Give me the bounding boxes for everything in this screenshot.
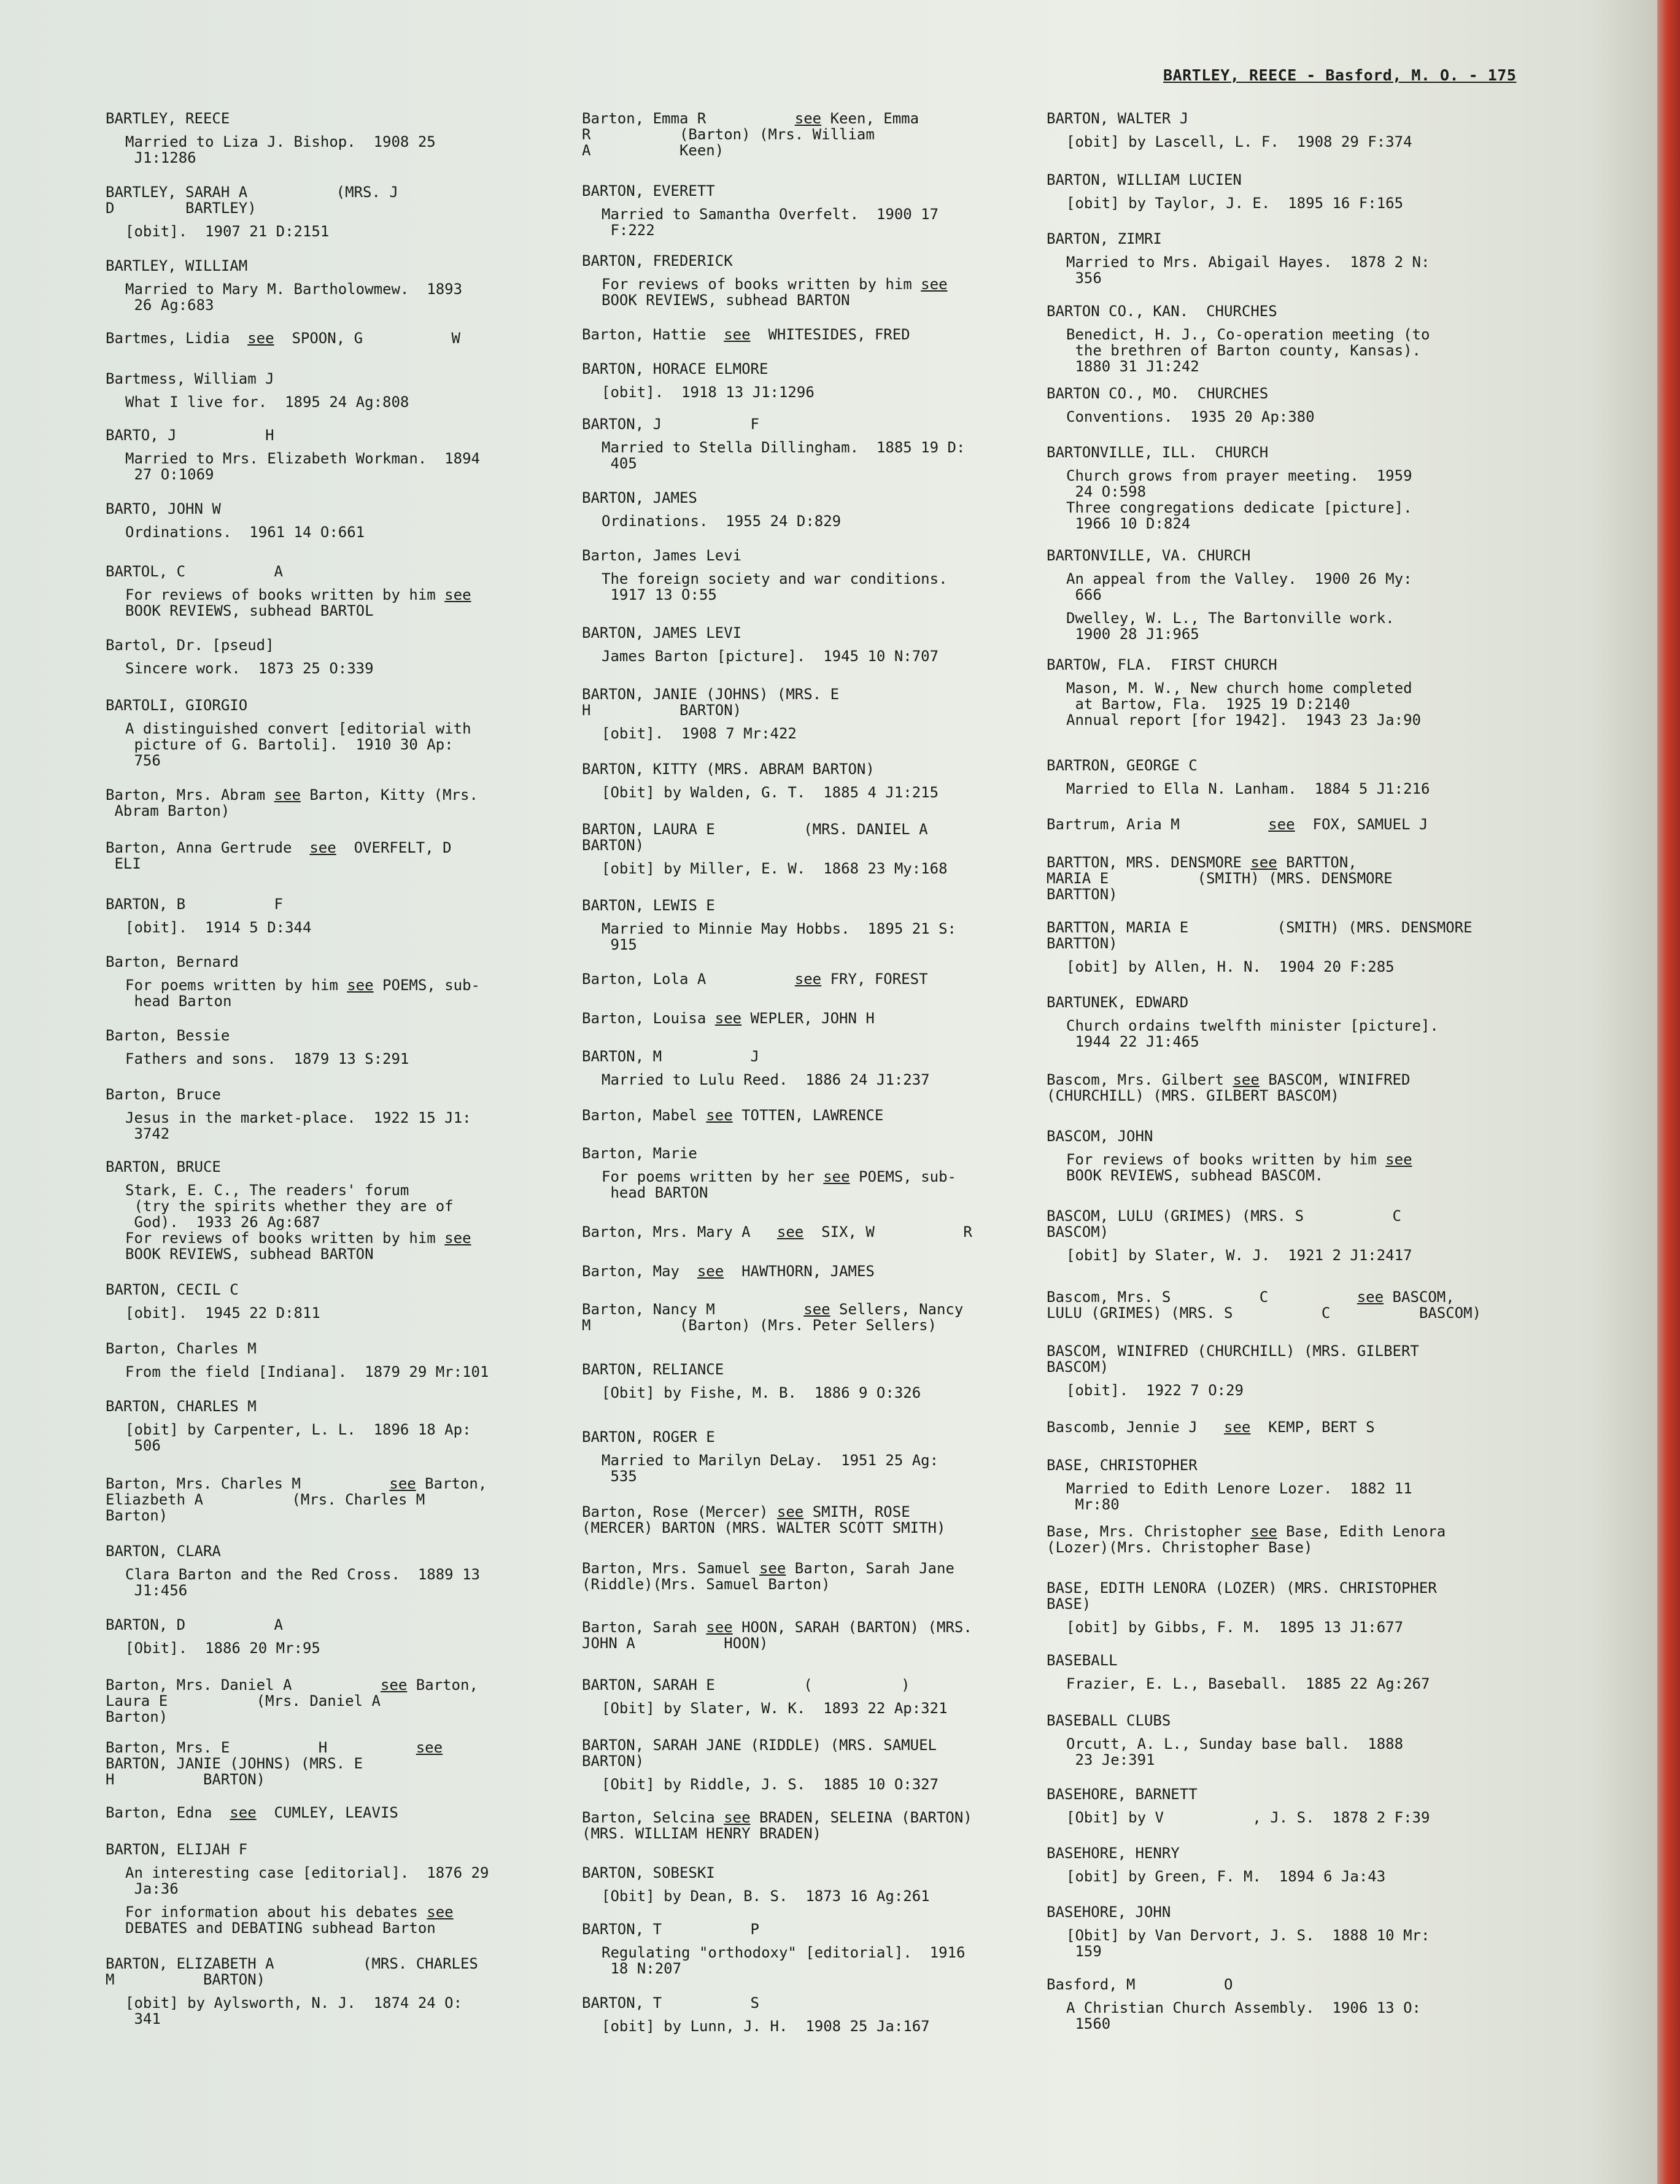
entry-heading: BASE, CHRISTOPHER: [1047, 1457, 1198, 1474]
index-entry: [106, 1159, 471, 1262]
entry-heading: Barton, Marie: [582, 1145, 697, 1162]
entry-heading: BARTON, ELIZABETH A (MRS. CHARLES M BARTON): [106, 1955, 478, 1988]
entry-citation: Married to Minnie May Hobbs. 1895 21 S: 915: [602, 920, 956, 953]
see-reference: see: [823, 1168, 850, 1185]
entry-heading: BARTONVILLE, ILL. CHURCH: [1047, 444, 1269, 461]
entry-heading: BARTON, JAMES LEVI: [582, 624, 742, 641]
entry-citation: [obit]. 1908 7 Mr:422: [602, 725, 797, 742]
entry-heading: BARTLEY, REECE: [106, 110, 230, 127]
entry-heading: BASCOM, JOHN: [1047, 1128, 1153, 1145]
index-entry: [106, 1841, 489, 1936]
index-entry: [106, 637, 374, 676]
entry-citation: Ordinations. 1961 14 O:661: [125, 524, 365, 541]
entry-heading: BASE, EDITH LENORA (LOZER) (MRS. CHRISTOPHER BASE): [1047, 1579, 1437, 1613]
entry-heading: Bartmess, William J: [106, 370, 274, 387]
index-entry: [106, 371, 409, 410]
index-entry: [106, 258, 462, 313]
entry-heading: Barton, Charles M: [106, 1340, 257, 1357]
index-entry: [1047, 920, 1473, 975]
entry-citation: Married to Marilyn DeLay. 1951 25 Ag: 535: [602, 1452, 939, 1485]
entry-citation: What I live for. 1895 24 Ag:808: [125, 393, 409, 411]
index-entry: [106, 1476, 487, 1524]
index-entry: [582, 761, 939, 800]
entry-heading: BARTON, B F: [106, 896, 283, 913]
index-entry: [1047, 1977, 1421, 2032]
index-entry: [582, 1224, 972, 1240]
see-reference: see: [309, 839, 336, 856]
see-reference: see: [1250, 854, 1277, 871]
index-entry: [582, 1301, 963, 1333]
see-reference: see: [1357, 1288, 1384, 1306]
index-entry: [582, 897, 956, 953]
entry-heading: BARTON, RELIANCE: [582, 1361, 724, 1378]
entry-heading: BARTON, J F: [582, 416, 759, 433]
index-entry: [1047, 757, 1430, 797]
entry-heading: BARTON, CLARA: [106, 1543, 221, 1560]
entry-heading: BARTRON, GEORGE C: [1047, 757, 1198, 774]
index-entry: [1047, 1289, 1481, 1321]
entry-heading: Barton, May see HAWTHORN, JAMES: [582, 1263, 875, 1280]
entry-citation: For poems written by him see POEMS, sub- head Barton: [125, 977, 480, 1010]
entry-citation: Stark, E. C., The readers' forum (try the spirits whether they are of God). 1933 26 Ag:687 For reviews of books written by him see BOOK REVIEWS, subhead BARTON: [125, 1182, 471, 1263]
entry-heading: Bartol, Dr. [pseud]: [106, 637, 274, 654]
entry-heading: BARTO, JOHN W: [106, 500, 221, 517]
index-entry: [106, 501, 365, 540]
index-entry: [582, 1737, 939, 1792]
entry-heading: BARTON, SARAH JANE (RIDDLE) (MRS. SAMUEL BARTON): [582, 1737, 937, 1770]
entry-citation: [obit]. 1922 7 O:29: [1066, 1382, 1244, 1399]
entry-citation: Fathers and sons. 1879 13 S:291: [125, 1050, 409, 1067]
entry-heading: BARTON, EVERETT: [582, 182, 715, 199]
see-reference: see: [247, 330, 274, 347]
see-reference: see: [803, 1301, 830, 1318]
entry-heading: Bascom, Mrs. Gilbert see BASCOM, WINIFRED (CHURCHILL) (MRS. GILBERT BASCOM): [1047, 1071, 1411, 1104]
entry-citation: [Obit] by V , J. S. 1878 2 F:39: [1066, 1809, 1430, 1826]
entry-heading: BARTON, SOBESKI: [582, 1864, 715, 1881]
index-entry: [582, 1504, 945, 1536]
entry-citation: Benedict, H. J., Co-operation meeting (to the brethren of Barton county, Kansas). 1880 31 J1:242: [1066, 326, 1430, 375]
entry-citation: [obit] by Slater, W. J. 1921 2 J1:2417: [1066, 1247, 1412, 1264]
entry-citation: [obit] by Lunn, J. H. 1908 25 Ja:167: [602, 2018, 930, 2035]
entry-heading: Barton, Mrs. Abram see Barton, Kitty (Mrs. Abram Barton): [106, 786, 478, 819]
entry-citation: Orcutt, A. L., Sunday base ball. 1888 23 Je:391: [1066, 1735, 1404, 1768]
entry-citation: [Obit] by Van Dervort, J. S. 1888 10 Mr: 159: [1066, 1927, 1430, 1960]
entry-heading: Barton, Nancy M see Sellers, Nancy M (Barton) (Mrs. Peter Sellers): [582, 1301, 964, 1334]
index-entry: [582, 821, 948, 877]
index-entry: [1047, 1652, 1430, 1692]
index-entry: [106, 954, 480, 1009]
entry-heading: Barton, Bessie: [106, 1027, 230, 1044]
index-entry: [106, 697, 471, 769]
see-reference: see: [444, 586, 471, 603]
index-entry: [582, 327, 910, 343]
entry-heading: BARTON, ZIMRI: [1047, 230, 1162, 247]
index-entry: [1047, 110, 1412, 150]
index-entry: [582, 625, 939, 664]
see-reference: see: [794, 970, 822, 988]
index-entry: [1047, 1904, 1430, 1959]
entry-citation: [obit]. 1907 21 D:2151: [125, 223, 330, 240]
entry-citation: [Obit]. 1886 20 Mr:95: [125, 1640, 320, 1657]
index-entry: [106, 330, 460, 346]
entry-heading: BARTON, HORACE ELMORE: [582, 360, 768, 378]
index-entry: [106, 1677, 478, 1725]
entry-heading: Barton, Mrs. Samuel see Barton, Sarah Jane (Riddle)(Mrs. Samuel Barton): [582, 1560, 954, 1593]
entry-heading: Barton, Hattie see WHITESIDES, FRED: [582, 326, 910, 343]
entry-heading: Barton, Mabel see TOTTEN, LAWRENCE: [582, 1107, 884, 1124]
entry-citation: Married to Mrs. Abigail Hayes. 1878 2 N: 356: [1066, 254, 1430, 287]
see-reference: see: [427, 1903, 454, 1921]
entry-citation: From the field [Indiana]. 1879 29 Mr:101: [125, 1363, 489, 1380]
index-entry: [106, 1028, 409, 1067]
entry-heading: Barton, Bernard: [106, 953, 239, 970]
see-reference: see: [347, 977, 374, 994]
entry-citation: Married to Ella N. Lanham. 1884 5 J1:216: [1066, 780, 1430, 797]
entry-citation: A Christian Church Assembly. 1906 13 O: 1560: [1066, 1999, 1421, 2032]
index-entry: [1047, 1580, 1437, 1635]
entry-citation: Married to Samantha Overfelt. 1900 17 F:222: [602, 206, 939, 239]
entry-heading: BARTON, WALTER J: [1047, 110, 1189, 127]
index-entry: [582, 490, 841, 529]
entry-heading: Bascom, Mrs. S C see BASCOM, LULU (GRIMES) (MRS. S C BASCOM): [1047, 1288, 1482, 1322]
see-reference: see: [794, 110, 822, 127]
see-reference: see: [724, 326, 751, 343]
index-entry: [1047, 1524, 1446, 1555]
see-reference: see: [724, 1809, 751, 1826]
entry-citation: Conventions. 1935 20 Ap:380: [1066, 408, 1315, 425]
entry-citation: Sincere work. 1873 25 O:339: [125, 660, 374, 677]
index-entry: [106, 1805, 398, 1821]
index-entry: [582, 1107, 883, 1123]
entry-citation: For poems written by her see POEMS, sub- head BARTON: [602, 1168, 956, 1201]
see-reference: see: [1233, 1071, 1260, 1088]
entry-citation: Mason, M. W., New church home completed at Bartow, Fla. 1925 19 D:2140 Annual report [for 1942]. 1943 23 Ja:90: [1066, 680, 1421, 729]
index-entry: [582, 1145, 956, 1201]
index-entry: [106, 896, 311, 935]
entry-heading: Barton, Mrs. Daniel A see Barton, Laura E (Mrs. Daniel A Barton): [106, 1676, 478, 1725]
index-entry: [106, 184, 398, 239]
entry-heading: Barton, Rose (Mercer) see SMITH, ROSE (MERCER) BARTON (MRS. WALTER SCOTT SMITH): [582, 1503, 946, 1536]
index-entry: [582, 1921, 965, 1977]
entry-citation: Jesus in the market-place. 1922 15 J1: 3742: [125, 1109, 471, 1142]
entry-heading: BARTO, J H: [106, 427, 274, 444]
entry-heading: BARTON, T P: [582, 1921, 759, 1938]
see-reference: see: [706, 1619, 733, 1636]
entry-heading: Bascomb, Jennie J see KEMP, BERT S: [1047, 1419, 1375, 1436]
entry-heading: Barton, Mrs. Mary A see SIX, W R: [582, 1223, 972, 1241]
index-entry: [582, 1010, 875, 1026]
index-entry: [582, 1995, 930, 2034]
entry-heading: BARTTON, MRS. DENSMORE see BARTTON, MARIA E (SMITH) (MRS. DENSMORE BARTTON): [1047, 854, 1393, 903]
entry-heading: Barton, Lola A see FRY, FOREST: [582, 970, 928, 988]
entry-citation: [Obit] by Riddle, J. S. 1885 10 O:327: [602, 1776, 939, 1793]
entry-citation: [obit] by Green, F. M. 1894 6 Ja:43: [1066, 1868, 1386, 1885]
entry-citation: [obit] by Miller, E. W. 1868 23 My:168: [602, 860, 948, 877]
entry-heading: Bartmes, Lidia see SPOON, G W: [106, 330, 460, 347]
entry-citation: A distinguished convert [editorial with picture of G. Bartoli]. 1910 30 Ap: 756: [125, 720, 471, 769]
entry-heading: BARTON, SARAH E ( ): [582, 1676, 910, 1694]
see-reference: see: [776, 1503, 804, 1520]
entry-heading: Basford, M O: [1047, 1976, 1233, 1993]
index-entry: [582, 1429, 939, 1484]
index-entry: [106, 1617, 320, 1656]
index-entry: [582, 1361, 921, 1401]
entry-heading: BASCOM, LULU (GRIMES) (MRS. S C BASCOM): [1047, 1207, 1401, 1241]
index-entry: [1047, 548, 1412, 642]
entry-heading: BASEBALL: [1047, 1652, 1118, 1669]
entry-heading: Barton, Selcina see BRADEN, SELEINA (BARTON) (MRS. WILLIAM HENRY BRADEN): [582, 1809, 972, 1842]
index-entry: [1047, 231, 1430, 286]
entry-heading: Base, Mrs. Christopher see Base, Edith Lenora (Lozer)(Mrs. Christopher Base): [1047, 1523, 1446, 1556]
entry-citation: [obit]. 1918 13 J1:1296: [602, 384, 815, 401]
entry-citation: [obit] by Gibbs, F. M. 1895 13 J1:677: [1066, 1619, 1404, 1636]
entry-heading: BARTON, KITTY (MRS. ABRAM BARTON): [582, 761, 875, 778]
index-entry: [1047, 1457, 1412, 1512]
entry-heading: BASEHORE, HENRY: [1047, 1845, 1180, 1862]
entry-citation: Married to Liza J. Bishop. 1908 25 J1:1286: [125, 133, 436, 166]
entry-heading: BARTON, M J: [582, 1048, 759, 1065]
entry-heading: BASEBALL CLUBS: [1047, 1712, 1171, 1729]
see-reference: see: [230, 1804, 257, 1821]
entry-heading: Bartrum, Aria M see FOX, SAMUEL J: [1047, 816, 1428, 833]
index-entry: [1047, 1343, 1419, 1398]
see-reference: see: [706, 1107, 733, 1124]
see-reference: see: [416, 1739, 443, 1756]
entry-citation: Married to Stella Dillingham. 1885 19 D: 405: [602, 439, 966, 472]
index-entry: [106, 1956, 478, 2027]
index-entry: [1047, 1072, 1410, 1104]
entry-heading: BARTON, ROGER E: [582, 1428, 715, 1446]
index-entry: [582, 1048, 930, 1088]
index-entry: [106, 1398, 471, 1454]
entry-heading: Barton, Louisa see WEPLER, JOHN H: [582, 1010, 875, 1027]
index-entry: [582, 110, 919, 158]
entry-heading: Barton, Edna see CUMLEY, LEAVIS: [106, 1804, 398, 1821]
entry-citation: For reviews of books written by him see BOOK REVIEWS, subhead BARTON: [602, 276, 948, 309]
index-entry: [582, 1263, 875, 1279]
entry-citation: [obit]. 1914 5 D:344: [125, 919, 312, 936]
index-entry: [1047, 303, 1430, 374]
see-reference: see: [697, 1263, 724, 1280]
index-entry: [1047, 854, 1393, 902]
index-entry: [582, 971, 928, 987]
entry-citation: Frazier, E. L., Baseball. 1885 22 Ag:267: [1066, 1675, 1430, 1692]
index-entry: [106, 1740, 443, 1787]
entry-citation: The foreign society and war conditions. 1917 13 O:55: [602, 570, 948, 603]
entry-citation: [obit] by Aylsworth, N. J. 1874 24 O: 341: [125, 1994, 463, 2027]
index-entry: [1047, 385, 1315, 425]
running-head: BARTLEY, REECE - Basford, M. O. - 175: [1163, 66, 1517, 84]
index-entry: [582, 1810, 972, 1841]
index-entry: [106, 787, 478, 819]
index-entry: [1047, 1419, 1375, 1435]
entry-citation: Married to Lulu Reed. 1886 24 J1:237: [602, 1071, 930, 1088]
entry-citation: Regulating "orthodoxy" [editorial]. 1916 18 N:207: [602, 1944, 966, 1977]
entry-heading: BARTON, BRUCE: [106, 1158, 221, 1175]
entry-heading: BARTOLI, GIORGIO: [106, 697, 248, 714]
entry-citation: [obit] by Allen, H. N. 1904 20 F:285: [1066, 958, 1395, 975]
entry-citation: [obit] by Taylor, J. E. 1895 16 F:165: [1066, 195, 1404, 212]
entry-citation: Dwelley, W. L., The Bartonville work. 1900 28 J1:965: [1066, 610, 1395, 643]
entry-heading: Barton, James Levi: [582, 547, 742, 564]
index-entry: [582, 1619, 972, 1651]
entry-citation: James Barton [picture]. 1945 10 N:707: [602, 648, 939, 665]
see-reference: see: [714, 1010, 742, 1027]
index-entry: [582, 416, 965, 471]
entry-heading: BARTON, CECIL C: [106, 1281, 239, 1298]
entry-citation: [Obit] by Fishe, M. B. 1886 9 O:326: [602, 1384, 921, 1401]
entry-heading: BARTON, LAURA E (MRS. DANIEL A BARTON): [582, 821, 928, 854]
index-entry: [1047, 1845, 1385, 1884]
index-entry: [1047, 1786, 1430, 1826]
entry-citation: An appeal from the Valley. 1900 26 My: 666: [1066, 570, 1412, 603]
entry-heading: BARTTON, MARIA E (SMITH) (MRS. DENSMORE BARTTON): [1047, 919, 1473, 952]
entry-heading: BARTON, LEWIS E: [582, 897, 715, 914]
index-entry: [1047, 1128, 1412, 1183]
entry-heading: BARTON, D A: [106, 1616, 283, 1633]
entry-heading: BARTOL, C A: [106, 563, 283, 580]
entry-citation: Clara Barton and the Red Cross. 1889 13 J1:456: [125, 1566, 480, 1599]
index-entry: [1047, 172, 1403, 211]
index-entry: [1047, 1208, 1412, 1263]
index-entry: [582, 1677, 948, 1716]
entry-heading: BARTON, JANIE (JOHNS) (MRS. E H BARTON): [582, 686, 840, 719]
index-entry: [582, 548, 948, 603]
entry-heading: BARTON CO., KAN. CHURCHES: [1047, 303, 1277, 320]
entry-heading: BASEHORE, JOHN: [1047, 1903, 1171, 1921]
index-entry: [582, 1865, 930, 1904]
entry-heading: Barton, Sarah see HOON, SARAH (BARTON) (MRS. JOHN A HOON): [582, 1619, 972, 1652]
entry-heading: BARTON, ELIJAH F: [106, 1841, 248, 1858]
index-entry: [106, 1086, 471, 1142]
entry-heading: Barton, Mrs. Charles M see Barton, Eliazbeth A (Mrs. Charles M Barton): [106, 1475, 487, 1524]
entry-citation: Married to Mrs. Elizabeth Workman. 1894 27 O:1069: [125, 450, 480, 483]
entry-heading: BARTON, FREDERICK: [582, 252, 733, 269]
index-entry: [106, 427, 480, 482]
entry-citation: For reviews of books written by him see BOOK REVIEWS, subhead BARTOL: [125, 586, 471, 619]
entry-citation: Married to Edith Lenore Lozer. 1882 11 Mr:80: [1066, 1480, 1412, 1513]
index-entry: [1047, 444, 1412, 532]
see-reference: see: [444, 1229, 471, 1247]
entry-heading: BARTLEY, WILLIAM: [106, 257, 248, 274]
see-reference: see: [274, 786, 301, 804]
entry-heading: Barton, Mrs. E H see BARTON, JANIE (JOHNS) (MRS. E H BARTON): [106, 1739, 443, 1788]
entry-citation: For information about his debates see DEBATES and DEBATING subhead Barton: [125, 1903, 454, 1937]
entry-citation: Ordinations. 1955 24 D:829: [602, 513, 842, 530]
entry-heading: BARTON, CHARLES M: [106, 1398, 257, 1415]
index-entry: [582, 361, 815, 400]
index-entry: [106, 1282, 320, 1321]
entry-heading: BASCOM, WINIFRED (CHURCHILL) (MRS. GILBERT BASCOM): [1047, 1342, 1419, 1376]
book-edge: [1657, 0, 1680, 2184]
entry-heading: BARTLEY, SARAH A (MRS. J D BARTLEY): [106, 184, 398, 217]
entry-citation: For reviews of books written by him see BOOK REVIEWS, subhead BASCOM.: [1066, 1151, 1412, 1184]
entry-heading: BARTONVILLE, VA. CHURCH: [1047, 547, 1251, 564]
index-entry: [106, 1341, 489, 1380]
entry-heading: BARTON, T S: [582, 1994, 759, 2012]
index-entry: [582, 686, 839, 742]
entry-citation: [obit]. 1945 22 D:811: [125, 1304, 320, 1322]
see-reference: see: [776, 1223, 804, 1241]
index-entry: [1047, 657, 1421, 728]
entry-heading: BARTON, JAMES: [582, 489, 697, 506]
entry-citation: [Obit] by Walden, G. T. 1885 4 J1:215: [602, 784, 939, 801]
see-reference: see: [389, 1475, 416, 1492]
entry-citation: Church grows from prayer meeting. 1959 24 O:598 Three congregations dedicate [picture]. 1966 10 D:824: [1066, 467, 1412, 532]
entry-citation: [obit] by Lascell, L. F. 1908 29 F:374: [1066, 133, 1412, 150]
see-reference: see: [1268, 816, 1295, 833]
see-reference: see: [1223, 1419, 1251, 1436]
entry-heading: BASEHORE, BARNETT: [1047, 1786, 1198, 1803]
entry-citation: [Obit] by Slater, W. K. 1893 22 Ap:321: [602, 1700, 948, 1717]
index-entry: [582, 183, 939, 238]
see-reference: see: [921, 276, 948, 293]
index-entry: [1047, 994, 1439, 1050]
index-entry: [106, 563, 471, 619]
entry-citation: Church ordains twelfth minister [picture]. 1944 22 J1:465: [1066, 1017, 1439, 1050]
index-entry: [582, 1560, 954, 1592]
index-entry: [106, 110, 436, 166]
entry-citation: Married to Mary M. Bartholowmew. 1893 26 Ag:683: [125, 281, 463, 314]
index-entry: [106, 1543, 480, 1598]
index-entry: [1047, 1713, 1403, 1768]
index-entry: [582, 253, 948, 308]
entry-heading: Barton, Bruce: [106, 1086, 221, 1103]
entry-heading: BARTOW, FLA. FIRST CHURCH: [1047, 656, 1277, 673]
entry-heading: BARTUNEK, EDWARD: [1047, 994, 1189, 1011]
entry-heading: Barton, Emma R see Keen, Emma R (Barton) (Mrs. William A Keen): [582, 110, 919, 159]
entry-heading: BARTON, WILLIAM LUCIEN: [1047, 171, 1242, 188]
see-reference: see: [1385, 1151, 1412, 1168]
see-reference: see: [1250, 1523, 1277, 1540]
entry-citation: An interesting case [editorial]. 1876 29 Ja:36: [125, 1864, 489, 1897]
entry-heading: BARTON CO., MO. CHURCHES: [1047, 385, 1269, 402]
entry-citation: [obit] by Carpenter, L. L. 1896 18 Ap: 506: [125, 1421, 471, 1454]
see-reference: see: [759, 1560, 786, 1577]
index-entry: [106, 840, 452, 872]
see-reference: see: [380, 1676, 408, 1694]
entry-heading: Barton, Anna Gertrude see OVERFELT, D ELI: [106, 839, 452, 872]
entry-citation: [Obit] by Dean, B. S. 1873 16 Ag:261: [602, 1888, 930, 1905]
index-entry: [1047, 816, 1428, 832]
